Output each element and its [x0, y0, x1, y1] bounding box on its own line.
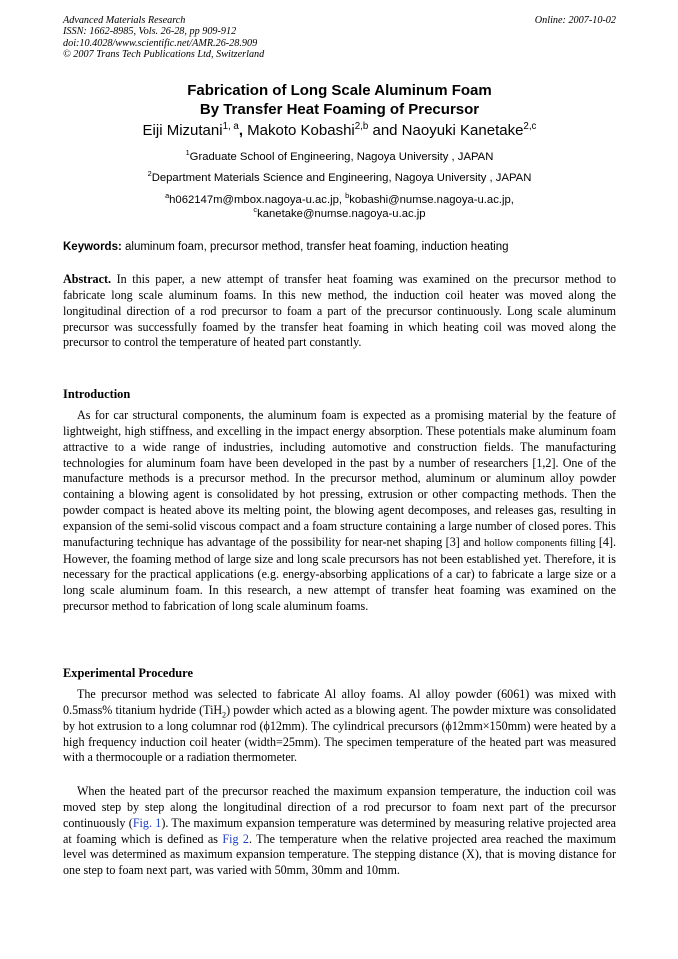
author-2-affil: 2,b: [354, 121, 369, 132]
abstract: [63, 272, 616, 351]
figure-1-link[interactable]: Fig. 1: [132, 815, 162, 830]
introduction-heading: Introduction: [63, 387, 131, 401]
affiliation-1: [63, 150, 616, 164]
paper-title: [63, 81, 616, 119]
affiliation-2-number: 2: [147, 169, 152, 179]
email-b-marker: b: [345, 191, 350, 201]
abstract-label: Abstract.: [63, 272, 112, 286]
author-list: [63, 121, 616, 140]
title-line-2: By Transfer Heat Foaming of Precursor: [199, 101, 480, 118]
issn-line: ISSN: 1662-8985, Vols. 26-28, pp 909-912: [63, 26, 237, 38]
author-emails: [63, 193, 616, 221]
intro-text-end: [4]. However, the foaming method of large size and long scale precursors has not been established yet. Therefore, it is necessary for the practical applications (e.g. energy-absorbing applications of a car) to fabricate a large size or a long scale aluminum foam. In this research, a new attempt of transfer heat foaming was examined on the precursor method to fabrication of long scale aluminum foams.: [63, 534, 616, 614]
exp-p1-subscript: 2: [222, 710, 227, 720]
figure-2-link[interactable]: Fig 2: [222, 831, 249, 846]
intro-text-small: hollow components filling: [483, 537, 596, 549]
exp-p2-text-a: When the heated part of the precursor reached the maximum expansion temperature, the induction coil was moved step by step along the longitudinal direction of a rod precursor to foam next part of the precursor continuously (: [63, 784, 616, 830]
abstract-text: In this paper, a new attempt of transfer heat foaming was examined on the precursor method to fabricate long scale aluminum foams. In this new method, the induction coil heater was moved along the longitudinal direction of a rod precursor to foam a part of the precursor continuously. Long scale aluminum precursor was successfully foamed by the transfer heat foaming in which heating coil was moved along the precursor to control the temperature of heated part constantly.: [63, 272, 616, 350]
author-1: Eiji Mizutani: [142, 122, 223, 139]
experimental-paragraph-1: [63, 687, 616, 766]
exp-p2-text-b: ). The maximum expansion temperature was determined by measuring relative projected area at foaming which is defined as: [63, 815, 616, 846]
keywords-text: aluminum foam, precursor method, transfer heat foaming, induction heating: [121, 241, 509, 253]
journal-name: Advanced Materials Research: [63, 15, 186, 26]
experimental-paragraph-2: [63, 784, 616, 879]
email-b: kobashi@numse.nagoya-u.ac.jp,: [349, 194, 514, 206]
author-separator: ,: [238, 122, 244, 139]
affiliation-1-text: Graduate School of Engineering, Nagoya University , JAPAN: [189, 151, 494, 163]
affiliation-2: [63, 171, 616, 185]
online-date: Online: 2007-10-02: [534, 15, 616, 26]
author-3-affil: 2,c: [523, 121, 537, 132]
exp-p2-text-c: . The temperature when the relative projected area reached the maximum level was determined as maximum expansion temperature. The stepping distance (X), that is moving distance for one step to foam next part, was varied with 50mm, 30mm and 10mm.: [63, 831, 616, 878]
title-line-1: Fabrication of Long Scale Aluminum Foam: [187, 82, 492, 99]
copyright-line: © 2007 Trans Tech Publications Ltd, Switzerland: [63, 48, 265, 60]
journal-header: [63, 15, 616, 60]
email-c: kanetake@numse.nagoya-u.ac.jp: [257, 208, 426, 220]
author-1-affil: 1, a: [222, 121, 239, 132]
experimental-heading: Experimental Procedure: [63, 666, 193, 680]
author-3: and Naoyuki Kanetake: [368, 122, 524, 139]
keywords-label: Keywords:: [63, 241, 122, 253]
introduction-paragraph: [63, 408, 616, 615]
email-a-marker: a: [165, 191, 170, 201]
exp-p1-text-b: ) powder which acted as a blowing agent. The powder mixture was consolidated by hot extrusion to a long columnar rod (ϕ12mm). The cylindrical precursors (ϕ12mm×150mm) were heated by a high frequency induction coil heater (width=25mm). The specimen temperature of the heated part was measured with a thermocouple or a radiation thermometer.: [63, 702, 616, 765]
email-c-marker: c: [253, 205, 258, 215]
affiliation-2-text: Department Materials Science and Engineering, Nagoya University , JAPAN: [151, 172, 532, 184]
keywords: [63, 240, 616, 254]
exp-p1-text-a: The precursor method was selected to fabricate Al alloy foams. Al alloy powder (6061) was mixed with 0.5mass% titanium hydride (TiH: [63, 687, 616, 717]
doi-line: doi:10.4028/www.scientific.net/AMR.26-28.909: [63, 37, 258, 49]
author-2: Makoto Kobashi: [243, 122, 355, 139]
email-a: h062147m@mbox.nagoya-u.ac.jp,: [169, 194, 346, 206]
affiliation-1-number: 1: [185, 148, 190, 158]
intro-text: As for car structural components, the aluminum foam is expected as a promising material by the feature of lightweight, high stiffness, and excelling in the impact energy absorption. These potentials make aluminum foam attractive to a wide range of industries, including automotive and construction fields. The manufacturing technologies for aluminum foam have been developed in the past by a number of researchers [1,2]. One of the manufacture methods is a precursor method. In the precursor method, aluminum or aluminum alloy powder containing a blowing agent is consolidated by hot pressing, extrusion or other compacting methods. Then the powder compact is heated above its melting point, the blowing agent decomposes, and releases gas, resulting in expansion of the semi-solid viscous compact and a foam structure containing a large number of closed pores. This manufacturing technique has advantage of the possibility for near-net shaping [3] and: [63, 408, 616, 549]
